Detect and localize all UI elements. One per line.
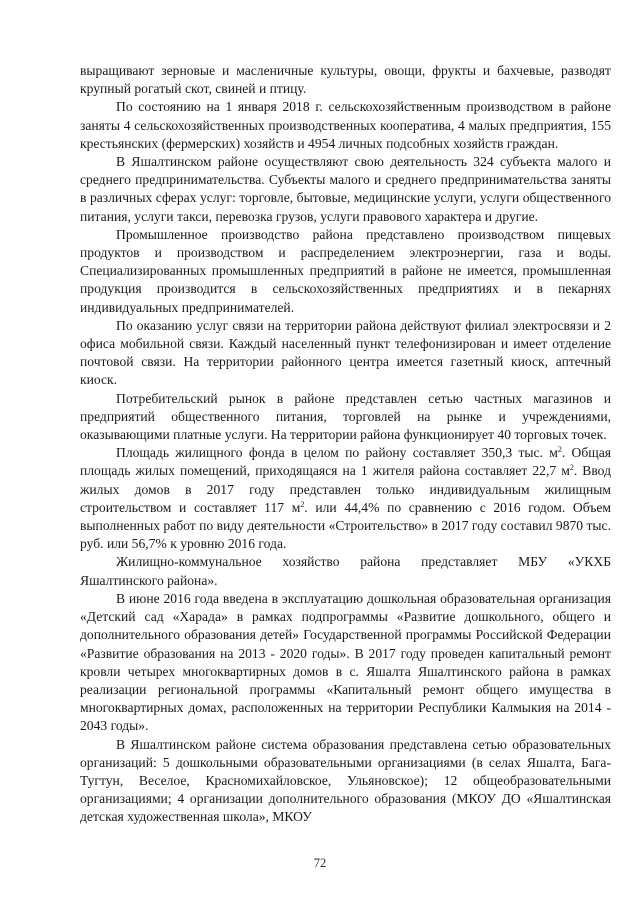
paragraph-housing xyxy=(80,444,611,553)
paragraph-communications: По оказанию услуг связи на территории района действуют филиал электросвязи и 2 офиса мобильной связи. Каждый населенный пункт телефонизирован и имеет отделение почтовой связи. На территории районного центра имеется газетный киоск, аптечный киоск. xyxy=(80,317,611,388)
housing-text-3: . Ввод жилых домов в 2017 году представлен только индивидуальным жилищным строительством и составляет 117 м xyxy=(80,463,611,515)
superscript-1: 2 xyxy=(557,445,562,455)
paragraph-crops: выращивают зерновые и масленичные культуры, овощи, фрукты и бахчевые, разводят крупный рогатый скот, свиней и птицу. xyxy=(80,63,611,97)
paragraph-utilities: Жилищно-коммунальное хозяйство района представляет МБУ «УКХБ Яшалтинского района». xyxy=(80,554,611,588)
paragraph-agriculture: По состоянию на 1 января 2018 г. сельскохозяйственным производством в районе заняты 4 сельскохозяйственных производственных кооператива, 4 малых предприятия, 155 крестьянских (фермерских) хозяйств и 4954 личных подсобных хозяйств граждан. xyxy=(80,99,611,151)
paragraph-small-business: В Яшалтинском районе осуществляют свою деятельность 324 субъекта малого и среднего предпринимательства. Субъекты малого и среднего предпринимательства заняты в различных сферах услуг: торговле, бытовые, медицинские услуги, услуги общественного питания, услуги такси, перевозка грузов, услуги правового характера и другие. xyxy=(80,154,611,224)
superscript-3: 2 xyxy=(300,499,305,509)
page-number: 72 xyxy=(313,856,327,870)
paragraph-consumer-market: Потребительский рынок в районе представлен сетью частных магазинов и предприятий общественного питания, торговлей на рынке и учреждениями, оказывающими платные услуги. На территории района функционирует 40 торговых точек. xyxy=(80,390,611,443)
housing-text-2: . Общая площадь жилых помещений, приходящаяся на 1 жителя района составляет 22,7 м xyxy=(80,445,611,479)
paragraph-industry: Промышленное производство района представлено производством пищевых продуктов и производством и распределением электроэнергии, газа и воды. Специализированных промышленных предприятий в районе не имеется, промышленная продукция производится в сельскохозяйственных предприятиях и в пекарнях индивидуальных предпринимателей. xyxy=(80,226,611,315)
housing-text-4: . или 44,4% по сравнению с 2016 годом. Объем выполненных работ по виду деятельности «Строительство» в 2017 году составил 9870 тыс. руб. или 56,7% к уровню 2016 года. xyxy=(80,499,611,552)
body-text xyxy=(80,62,611,827)
paragraph-education: В Яшалтинском районе система образования представлена сетью образовательных организаций: 5 дошкольными образовательными организациями (в селах Яшалта, Бага-Тугтун, Веселое, Красномихайловское, Ульяновское); 12 общеобразовательными организациями; 4 организации дополнительного образования (МКОУ ДО «Яшалтинская детская художественная школа», МКОУ xyxy=(80,736,611,825)
housing-text-1: Площадь жилищного фонда в целом по району составляет 350,3 тыс. м xyxy=(116,445,558,461)
superscript-2: 2 xyxy=(569,463,574,473)
paragraph-kindergarten: В июне 2016 года введена в эксплуатацию дошкольная образовательная организация «Детский сад «Харада» в рамках подпрограммы «Развитие дошкольного, общего и дополнительного образования детей» Государственной программы Российской Федерации «Развитие образования на 2013 - 2020 годы». В 2017 году проведен капитальный ремонт кровли четырех многоквартирных домов в с. Яшалта Яшалтинского района в рамках реализации региональной программы «Капитальный ремонт общего имущества в многоквартирных домах, расположенных на территории Республики Калмыкия на 2014 - 2043 годы». xyxy=(80,590,611,734)
